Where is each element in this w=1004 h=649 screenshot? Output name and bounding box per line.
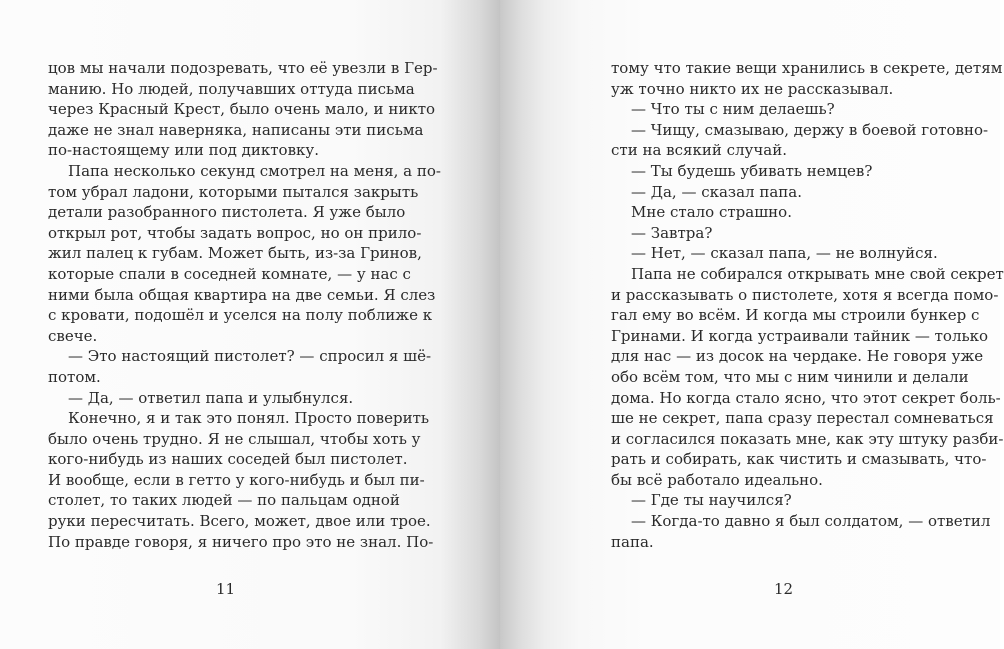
text-line: сти на всякий случай. [611,141,788,160]
text-line: свече. [48,326,98,345]
text-line: гал ему во всём. И когда мы строили бункер с [611,306,980,325]
right-page [500,0,1004,649]
text-line: По правде говоря, я ничего про это не знал. По- [48,532,434,551]
text-line: Папа не собирался открывать мне свой секрет [631,264,1004,283]
text-line: манию. Но людей, получавших оттуда письма [48,79,415,98]
text-line: и согласился показать мне, как эту штуку разби- [611,429,1004,448]
text-line: и рассказывать о пистолете, хотя я всегда помо- [611,285,999,304]
text-line: Гринами. И когда устраивали тайник — только [611,326,989,345]
text-line: — Чищу, смазываю, держу в боевой готовно- [631,120,989,139]
text-line: которые спали в соседней комнате, — у нас с [48,264,411,283]
text-line: цов мы начали подозревать, что её увезли в Гер- [48,59,438,77]
text-line: том убрал ладони, которыми пытался закрыть [48,182,419,201]
text-line: — Да, — сказал папа. [631,182,802,201]
text-line: даже не знал наверняка, написаны эти письма [48,120,424,139]
left-page-text [48,58,441,552]
text-line: детали разобранного пистолета. Я уже было [48,203,406,222]
text-line: ними была общая квартира на две семьи. Я слез [48,285,436,304]
page-number: 12 [774,580,794,598]
text-line: с кровати, подошёл и уселся на полу поближе к [48,306,433,325]
text-line: руки пересчитать. Всего, может, двое или трое. [48,512,431,531]
text-line: жил палец к губам. Может быть, из-за Гринов, [48,244,422,263]
text-line: — Когда-то давно я был солдатом, — ответил [631,512,991,531]
text-line: папа. [611,532,654,551]
text-line: потом. [48,367,101,386]
text-line: — Завтра? [631,223,713,242]
text-line: рать и собирать, как чистить и смазывать, что- [611,450,987,469]
text-line: Папа несколько секунд смотрел на меня, а по- [68,161,441,180]
text-line: столет, то таких людей — по пальцам одной [48,491,400,510]
text-line: — Нет, — сказал папа, — не волнуйся. [631,244,938,263]
text-line: бы всё работало идеально. [611,470,823,489]
left-page [0,0,500,649]
text-line: тому что такие вещи хранились в секрете, детям [611,59,1003,77]
text-line: Мне стало страшно. [631,203,792,222]
text-line: Конечно, я и так это понял. Просто поверить [68,409,430,428]
text-line: — Да, — ответил папа и улыбнулся. [68,388,354,407]
text-line: дома. Но когда стало ясно, что этот секрет боль- [611,388,1001,407]
text-line: по-настоящему или под диктовку. [48,141,319,160]
text-line: — Где ты научился? [631,491,792,510]
text-line: И вообще, если в гетто у кого-нибудь и был пи- [48,470,425,489]
text-line: — Это настоящий пистолет? — спросил я шё- [68,347,432,366]
text-line: через Красный Крест, было очень мало, и никто [48,100,436,119]
text-line: открыл рот, чтобы задать вопрос, но он прило- [48,223,422,242]
text-line: ше не секрет, папа сразу перестал сомневаться [611,409,994,428]
text-line: было очень трудно. Я не слышал, чтобы хоть у [48,429,421,448]
page-number: 11 [216,580,236,598]
text-line: обо всём том, что мы с ним чинили и делали [611,367,969,386]
right-page-text [611,58,1004,552]
text-line: для нас — из досок на чердаке. Не говоря уже [611,347,984,366]
text-line: — Ты будешь убивать немцев? [631,161,873,180]
text-line: уж точно никто их не рассказывал. [611,79,894,98]
text-line: — Что ты с ним делаешь? [631,100,835,119]
text-line: кого-нибудь из наших соседей был пистолет. [48,450,408,469]
